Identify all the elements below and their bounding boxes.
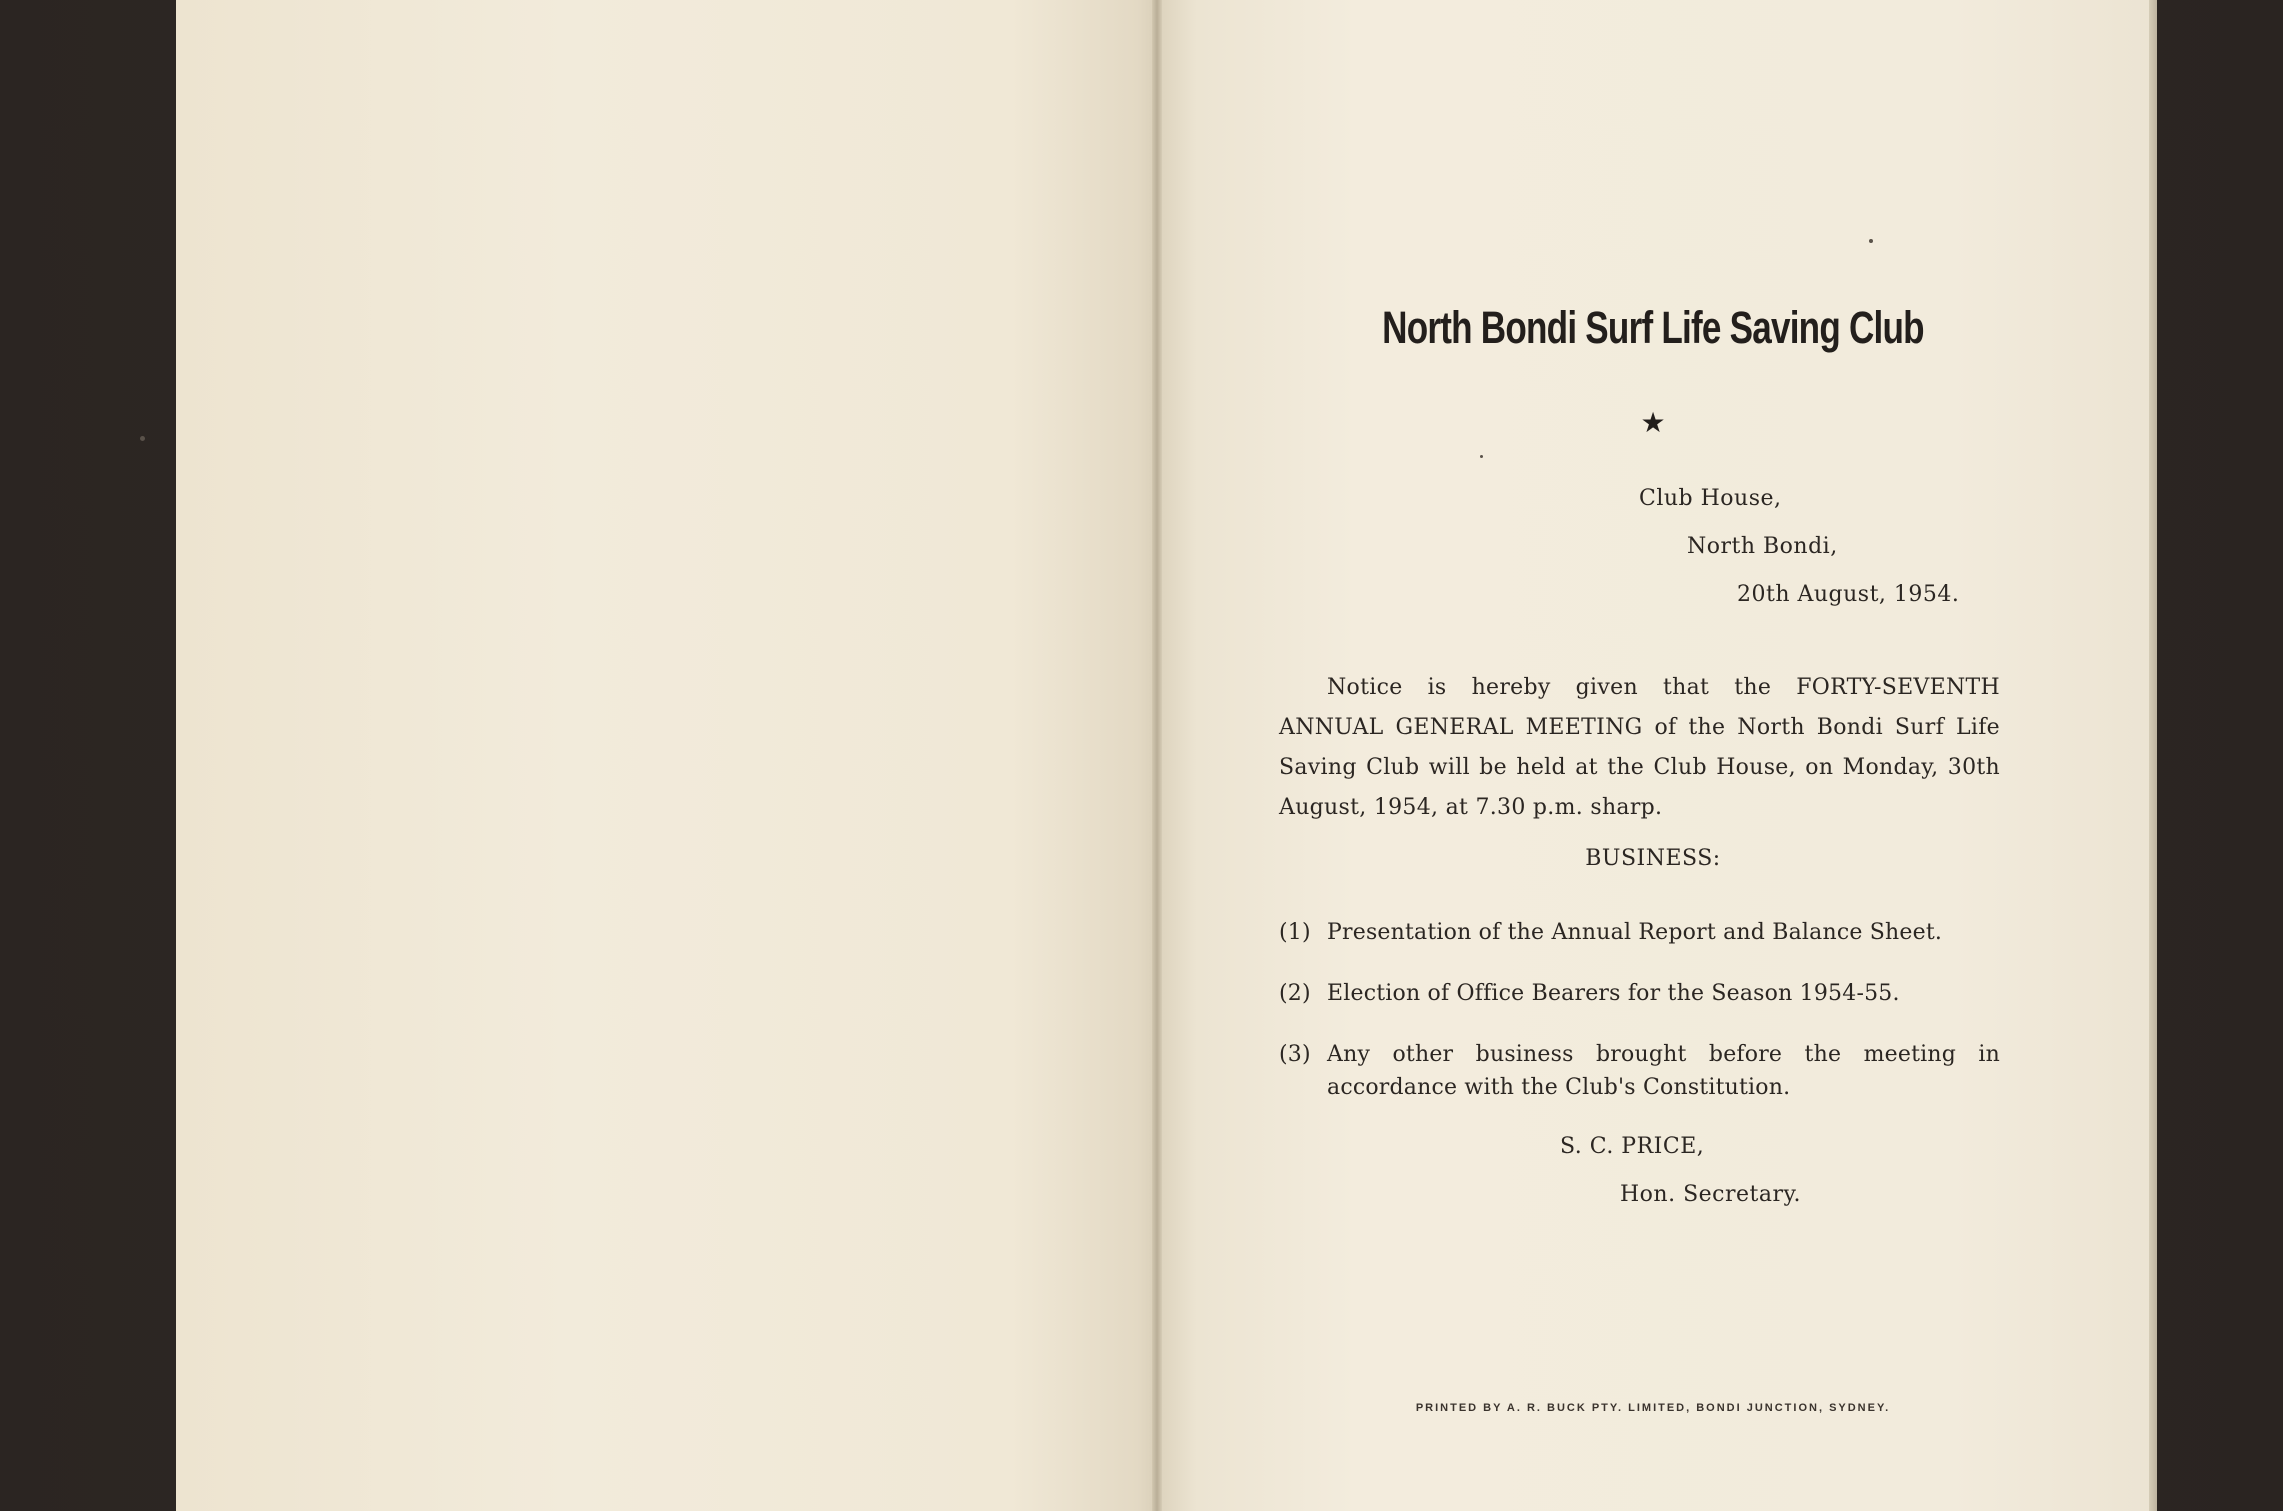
business-heading: BUSINESS:	[1585, 846, 1721, 871]
business-item-number: (2)	[1279, 981, 1311, 1006]
star-ornament: ★	[1640, 406, 1666, 439]
left-blank-page	[176, 0, 1157, 1511]
page-edge	[2149, 0, 2157, 1511]
business-item	[1279, 916, 2000, 949]
business-item	[1279, 977, 2000, 1010]
business-item-text: Any other business brought before the meeting in accordance with the Club's Constitution.	[1327, 1042, 2000, 1100]
business-item-number: (3)	[1279, 1042, 1311, 1067]
address-line-club-house: Club House,	[1639, 486, 1782, 511]
signatory-name: S. C. PRICE,	[1560, 1134, 1705, 1159]
business-item-text: Presentation of the Annual Report and Balance Sheet.	[1327, 920, 1943, 945]
address-line-date: 20th August, 1954.	[1737, 582, 1960, 607]
address-line-north-bondi: North Bondi,	[1687, 534, 1838, 559]
signatory-title: Hon. Secretary.	[1620, 1182, 1802, 1207]
notice-document	[1157, 0, 2149, 1511]
business-item-number: (1)	[1279, 920, 1311, 945]
business-item	[1279, 1038, 2000, 1104]
business-item-text: Election of Office Bearers for the Season 1954-55.	[1327, 981, 1900, 1006]
page-title: North Bondi Surf Life Saving Club	[1382, 302, 1924, 353]
meeting-notice-paragraph: Notice is hereby given that the FORTY-SEVENTH ANNUAL GENERAL MEETING of the North Bondi Surf Life Saving Club will be held at the Club House, on Monday, 30th August, 1954, at 7.30 p.m. sharp.	[1279, 675, 2000, 820]
printer-imprint: PRINTED BY A. R. BUCK PTY. LIMITED, BONDI JUNCTION, SYDNEY.	[1415, 1402, 1891, 1414]
dust-speck	[140, 436, 145, 441]
